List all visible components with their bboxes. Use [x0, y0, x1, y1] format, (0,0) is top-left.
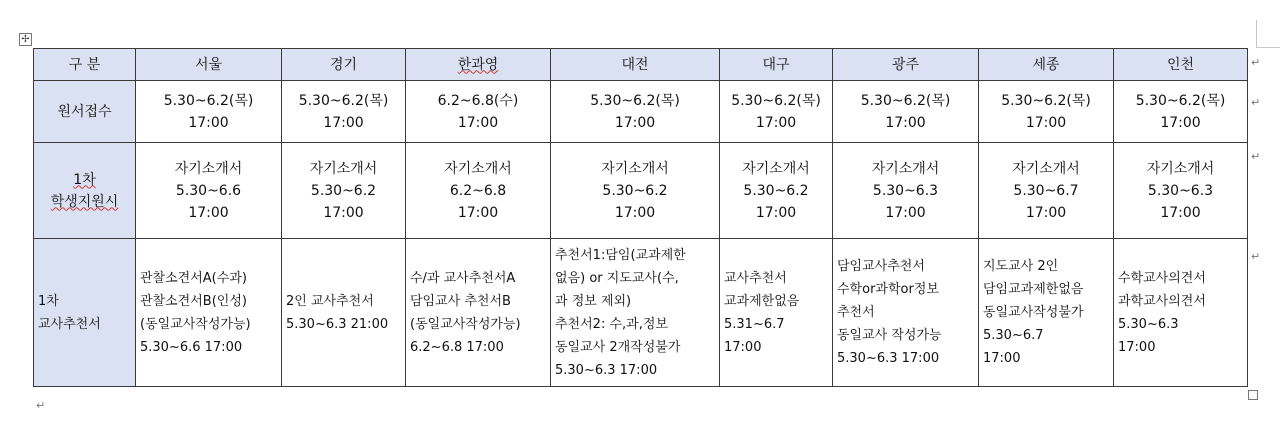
paragraph-mark: ↵ — [36, 399, 46, 412]
cell-text: 자기소개서 5.30~6.6 17:00 — [174, 160, 243, 221]
row-end-mark: ↵ — [1251, 250, 1261, 263]
header-region-cell[interactable] — [406, 49, 551, 81]
row-end-mark: ↵ — [1251, 96, 1261, 109]
page-margin-right-line — [1256, 20, 1257, 48]
cell-text: 자기소개서 6.2~6.8 17:00 — [444, 160, 512, 221]
admission-schedule-table — [33, 48, 1248, 387]
cell-text: 5.30~6.2(목) 17:00 — [1135, 92, 1226, 131]
application-row — [34, 81, 1248, 143]
table-cell[interactable] — [551, 239, 720, 387]
row-end-mark: ↵ — [1251, 56, 1261, 69]
header-region-cell[interactable] — [1114, 49, 1248, 81]
row-label: 1차 학생지원시 — [50, 171, 119, 210]
row-label: 원서접수 — [57, 103, 112, 120]
table-cell[interactable] — [720, 143, 833, 239]
cell-text: 5.30~6.2(목) 17:00 — [298, 92, 389, 131]
row-label-cell[interactable] — [34, 143, 136, 239]
table-cell[interactable] — [979, 239, 1114, 387]
table-cell[interactable] — [136, 143, 282, 239]
table-cell[interactable] — [282, 239, 406, 387]
cell-text: 6.2~6.8(수) 17:00 — [437, 92, 519, 131]
table-cell[interactable] — [136, 81, 282, 143]
cell-text: 5.30~6.2(목) 17:00 — [163, 92, 254, 131]
table-cell[interactable] — [1114, 81, 1248, 143]
teacher-recommendation-row — [34, 239, 1248, 387]
cell-text: 자기소개서 5.30~6.2 17:00 — [309, 160, 378, 221]
header-region-cell[interactable] — [979, 49, 1114, 81]
row-label-cell[interactable] — [34, 239, 136, 387]
table-cell[interactable] — [282, 81, 406, 143]
cell-text: 5.30~6.2(목) 17:00 — [860, 92, 951, 131]
cell-text: 자기소개서 5.30~6.3 17:00 — [1146, 160, 1215, 221]
table-cell[interactable] — [720, 239, 833, 387]
table-cell[interactable] — [406, 143, 551, 239]
cell-text: 관찰소견서A(수과) 관찰소견서B(인성) (동일교사작성가능) 5.30~6.6 17:00 — [140, 270, 251, 355]
header-region-cell[interactable] — [720, 49, 833, 81]
cell-text: 추천서1:담임(교과제한 없음) or 지도교사(수, 과 정보 제외) 추천서2: 수,과,정보 동일교사 2개작성불가 5.30~6.3 17:00 — [555, 247, 686, 378]
table-cell[interactable] — [551, 143, 720, 239]
header-row — [34, 49, 1248, 81]
cell-text: 자기소개서 5.30~6.3 17:00 — [871, 160, 940, 221]
table-cell[interactable] — [136, 239, 282, 387]
header-region-cell[interactable] — [282, 49, 406, 81]
table-cell[interactable] — [833, 143, 979, 239]
cell-text: 5.30~6.2(목) 17:00 — [1001, 92, 1091, 131]
cell-text: 자기소개서 5.30~6.7 17:00 — [1012, 160, 1080, 221]
table-cell[interactable] — [833, 81, 979, 143]
table-cell[interactable] — [282, 143, 406, 239]
cell-text: 자기소개서 5.30~6.2 17:00 — [601, 160, 669, 221]
student-application-row — [34, 143, 1248, 239]
cell-text: 5.30~6.2(목) 17:00 — [731, 92, 821, 131]
header-label-cell[interactable] — [34, 49, 136, 81]
table-cell[interactable] — [551, 81, 720, 143]
region-gwangju: 광주 — [891, 56, 920, 73]
cell-text: 지도교사 2인 담임교과제한없음 동일교사작성불가 5.30~6.7 17:00 — [983, 259, 1084, 366]
table-move-handle-icon[interactable]: ✢ — [19, 33, 32, 46]
table-cell[interactable] — [1114, 143, 1248, 239]
row-label: 1차 교사추천서 — [38, 293, 101, 332]
row-end-mark: ↵ — [1251, 150, 1261, 163]
header-label: 구 분 — [68, 56, 101, 73]
table-cell[interactable] — [406, 239, 551, 387]
region-incheon: 인천 — [1166, 56, 1195, 73]
table-cell[interactable] — [979, 81, 1114, 143]
cell-text: 자기소개서 5.30~6.2 17:00 — [742, 160, 810, 221]
region-daejeon: 대전 — [621, 56, 649, 73]
row-label-cell[interactable] — [34, 81, 136, 143]
cell-text: 수/과 교사추천서A 담임교사 추천서B (동일교사작성가능) 6.2~6.8 17:00 — [410, 270, 521, 355]
page-margin-top-line — [1256, 47, 1280, 48]
cell-text: 5.30~6.2(목) 17:00 — [590, 92, 680, 131]
cell-text: 교사추천서 교과제한없음 5.31~6.7 17:00 — [724, 270, 800, 355]
cell-text: 담임교사추천서 수학or과학or정보 추천서 동일교사 작성가능 5.30~6.3 17:00 — [837, 259, 942, 366]
region-daegu: 대구 — [762, 56, 790, 73]
table-cell[interactable] — [979, 143, 1114, 239]
cell-text: 수학교사의견서 과학교사의견서 5.30~6.3 17:00 — [1118, 270, 1206, 355]
table-cell[interactable] — [720, 81, 833, 143]
region-ksa: 한과영 — [457, 56, 499, 73]
table-cell[interactable] — [833, 239, 979, 387]
cell-text: 2인 교사추천서 5.30~6.3 21:00 — [286, 293, 389, 332]
header-region-cell[interactable] — [833, 49, 979, 81]
region-sejong: 세종 — [1032, 56, 1060, 73]
table-resize-handle[interactable] — [1248, 390, 1258, 400]
table-cell[interactable] — [1114, 239, 1248, 387]
header-region-cell[interactable] — [136, 49, 282, 81]
header-region-cell[interactable] — [551, 49, 720, 81]
region-gyeonggi: 경기 — [329, 56, 358, 73]
region-seoul: 서울 — [194, 56, 223, 73]
table-cell[interactable] — [406, 81, 551, 143]
